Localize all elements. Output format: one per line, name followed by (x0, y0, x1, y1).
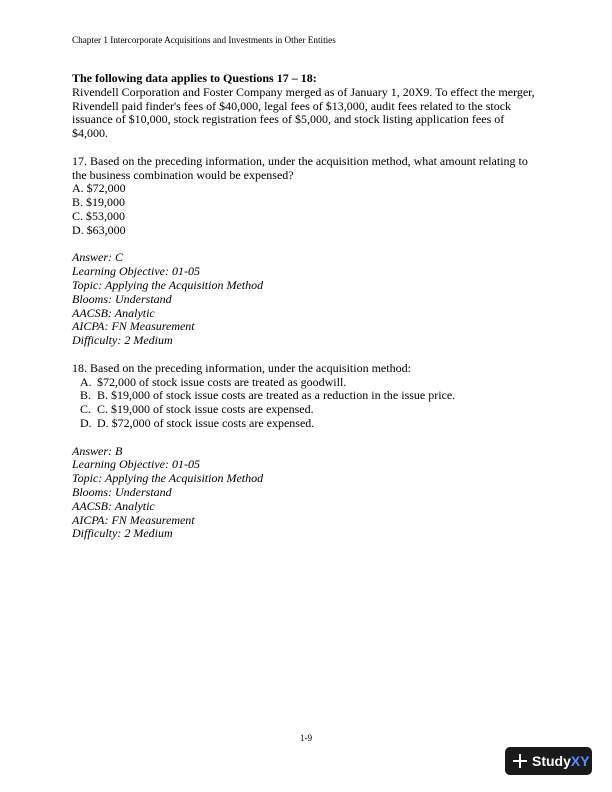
brand-name: Study (532, 753, 571, 769)
answer-key: Answer: B (72, 443, 123, 458)
choice-marker: A. (80, 374, 92, 389)
studyxy-badge[interactable] (505, 747, 592, 775)
blooms: Blooms: Understand (72, 291, 172, 306)
difficulty: Difficulty: 2 Medium (72, 526, 173, 541)
question-stem-line: 18. Based on the preceding information, under the acquisition method: (72, 360, 411, 375)
blooms: Blooms: Understand (72, 484, 172, 499)
content-body (72, 72, 542, 541)
answer-choice-d (72, 417, 542, 431)
choice-text: $72,000 of stock issue costs are treated as goodwill. (97, 374, 347, 389)
aacsb: AACSB: Analytic (72, 498, 155, 513)
running-header: Chapter 1 Intercorporate Acquisitions and Investments in Other Entities (72, 35, 336, 45)
choice-text: D. $72,000 of stock issue costs are expensed. (97, 415, 315, 430)
intro-line: $4,000. (72, 126, 108, 141)
answer-key: Answer: C (72, 250, 123, 265)
choice-marker: B. (80, 388, 92, 403)
choice-text: C. $19,000 of stock issue costs are expensed. (97, 402, 314, 417)
aicpa: AICPA: FN Measurement (72, 319, 195, 334)
question-18 (72, 362, 542, 541)
spacer (72, 431, 542, 445)
choice-marker: D. (80, 415, 92, 430)
learning-objective: Learning Objective: 01-05 (72, 264, 200, 279)
intro-line: issuance of $10,000, stock registration fees of $5,000, and stock listing application fees of (72, 112, 505, 127)
plus-icon (513, 754, 527, 768)
spacer (72, 238, 542, 252)
difficulty: Difficulty: 2 Medium (72, 333, 173, 348)
answer-choice-a: A. $72,000 (72, 181, 126, 196)
choice-text: B. $19,000 of stock issue costs are treated as a reduction in the issue price. (97, 388, 456, 403)
intro-heading: The following data applies to Questions 17 – 18: (72, 71, 317, 85)
spacer (72, 348, 542, 362)
learning-objective: Learning Objective: 01-05 (72, 457, 200, 472)
answer-choice-b: B. $19,000 (72, 195, 126, 210)
answer-choice-d: D. $63,000 (72, 222, 126, 237)
page-number: 1-9 (299, 733, 313, 743)
answer-choice-list (72, 376, 542, 431)
question-stem-line: 17. Based on the preceding information, under the acquisition method, what amount relating to (72, 153, 528, 168)
answer-choice-c (72, 403, 542, 417)
question-stem-line: the business combination would be expensed? (72, 167, 294, 182)
topic: Topic: Applying the Acquisition Method (72, 277, 264, 292)
answer-choice-c: C. $53,000 (72, 208, 126, 223)
brand-name-accent: XY (570, 753, 590, 769)
answer-choice-b (72, 389, 542, 403)
intro-line: Rivendell paid finder's fees of $40,000, legal fees of $13,000, audit fees related to the stock (72, 98, 512, 113)
aacsb: AACSB: Analytic (72, 305, 155, 320)
choice-marker: C. (80, 402, 92, 417)
answer-choice-a (72, 376, 542, 390)
intro-line: Rivendell Corporation and Foster Company merged as of January 1, 20X9. To effect the merger, (72, 84, 535, 99)
question-metadata (72, 445, 542, 542)
question-17 (72, 155, 542, 348)
question-metadata (72, 251, 542, 348)
aicpa: AICPA: FN Measurement (72, 512, 195, 527)
topic: Topic: Applying the Acquisition Method (72, 471, 264, 486)
spacer (72, 141, 542, 155)
